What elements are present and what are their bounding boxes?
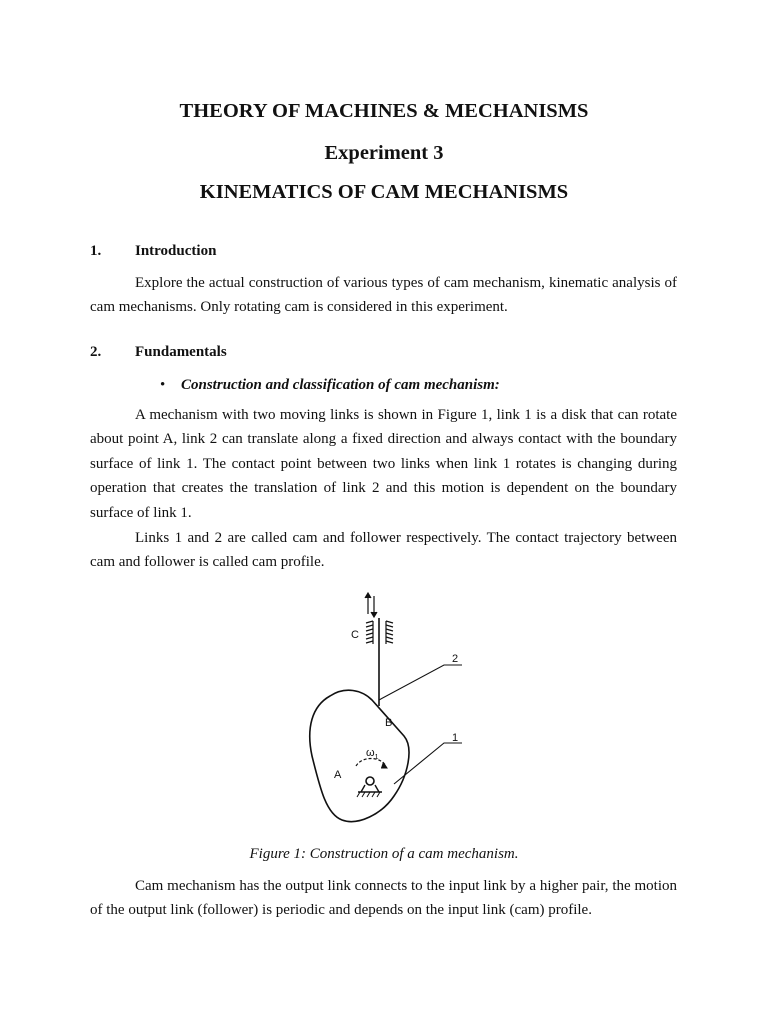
link2-leader-line [379,665,462,700]
paragraph-text: A mechanism with two moving links is shown in Figure 1, link 1 is a disk that can rotate about point A, link 2 can translate along a fixed direction and always contact with the boundary surface of link 1. The contact point between two links when link 1 rotates is changing during operation that creates the translation of link 2 and this motion is dependent on the boundary surface of link 1. [90,407,677,521]
fundamentals-paragraph-1 [90,403,677,525]
fundamentals-paragraph-2 [90,526,677,575]
paragraph-text: Cam mechanism has the output link connects to the input link by a higher pair, the motion of the output link (follower) is periodic and depends on the input link (cam) profile. [90,878,677,919]
label-link2: 2 [452,653,459,665]
section-heading-introduction [90,241,216,261]
section-number: 2. [90,344,102,360]
bullet-item [160,375,500,395]
cam-disk [310,690,409,821]
rotation-arrow-icon [356,759,386,767]
cam-mechanism-diagram [290,588,480,833]
cam-mechanism-figure [290,588,480,833]
rotation-arrowhead-icon [381,762,387,768]
label-a: A [334,769,342,781]
bullet-dot-icon: • [160,377,166,393]
document-title: THEORY OF MACHINES & MECHANISMS [179,100,589,122]
experiment-title: KINEMATICS OF CAM MECHANISMS [199,181,569,203]
omega-symbol: ω [366,747,375,759]
label-omega [366,747,379,761]
figure-caption: Figure 1: Construction of a cam mechanism. [249,846,519,862]
motion-arrows-icon [365,593,377,617]
paragraph-text: Links 1 and 2 are called cam and follower respectively. The contact trajectory between cam and follower is called cam profile. [90,530,677,571]
label-b: B [385,717,393,729]
label-c: C [351,629,359,641]
introduction-paragraph [90,271,677,320]
label-link1: 1 [452,732,459,744]
section-title: Fundamentals [135,344,227,360]
section-heading-fundamentals [90,342,227,362]
section-title: Introduction [135,243,217,259]
paragraph-text: Explore the actual construction of various types of cam mechanism, kinematic analysis of cam mechanisms. Only rotating cam is considered in this experiment. [90,275,677,316]
pivot-joint-icon [357,777,382,797]
closing-paragraph [90,874,677,923]
omega-subscript: 1 [374,754,379,761]
experiment-number: Experiment 3 [324,142,444,164]
section-number: 1. [90,243,102,259]
bullet-text: Construction and classification of cam mechanism: [181,377,500,393]
